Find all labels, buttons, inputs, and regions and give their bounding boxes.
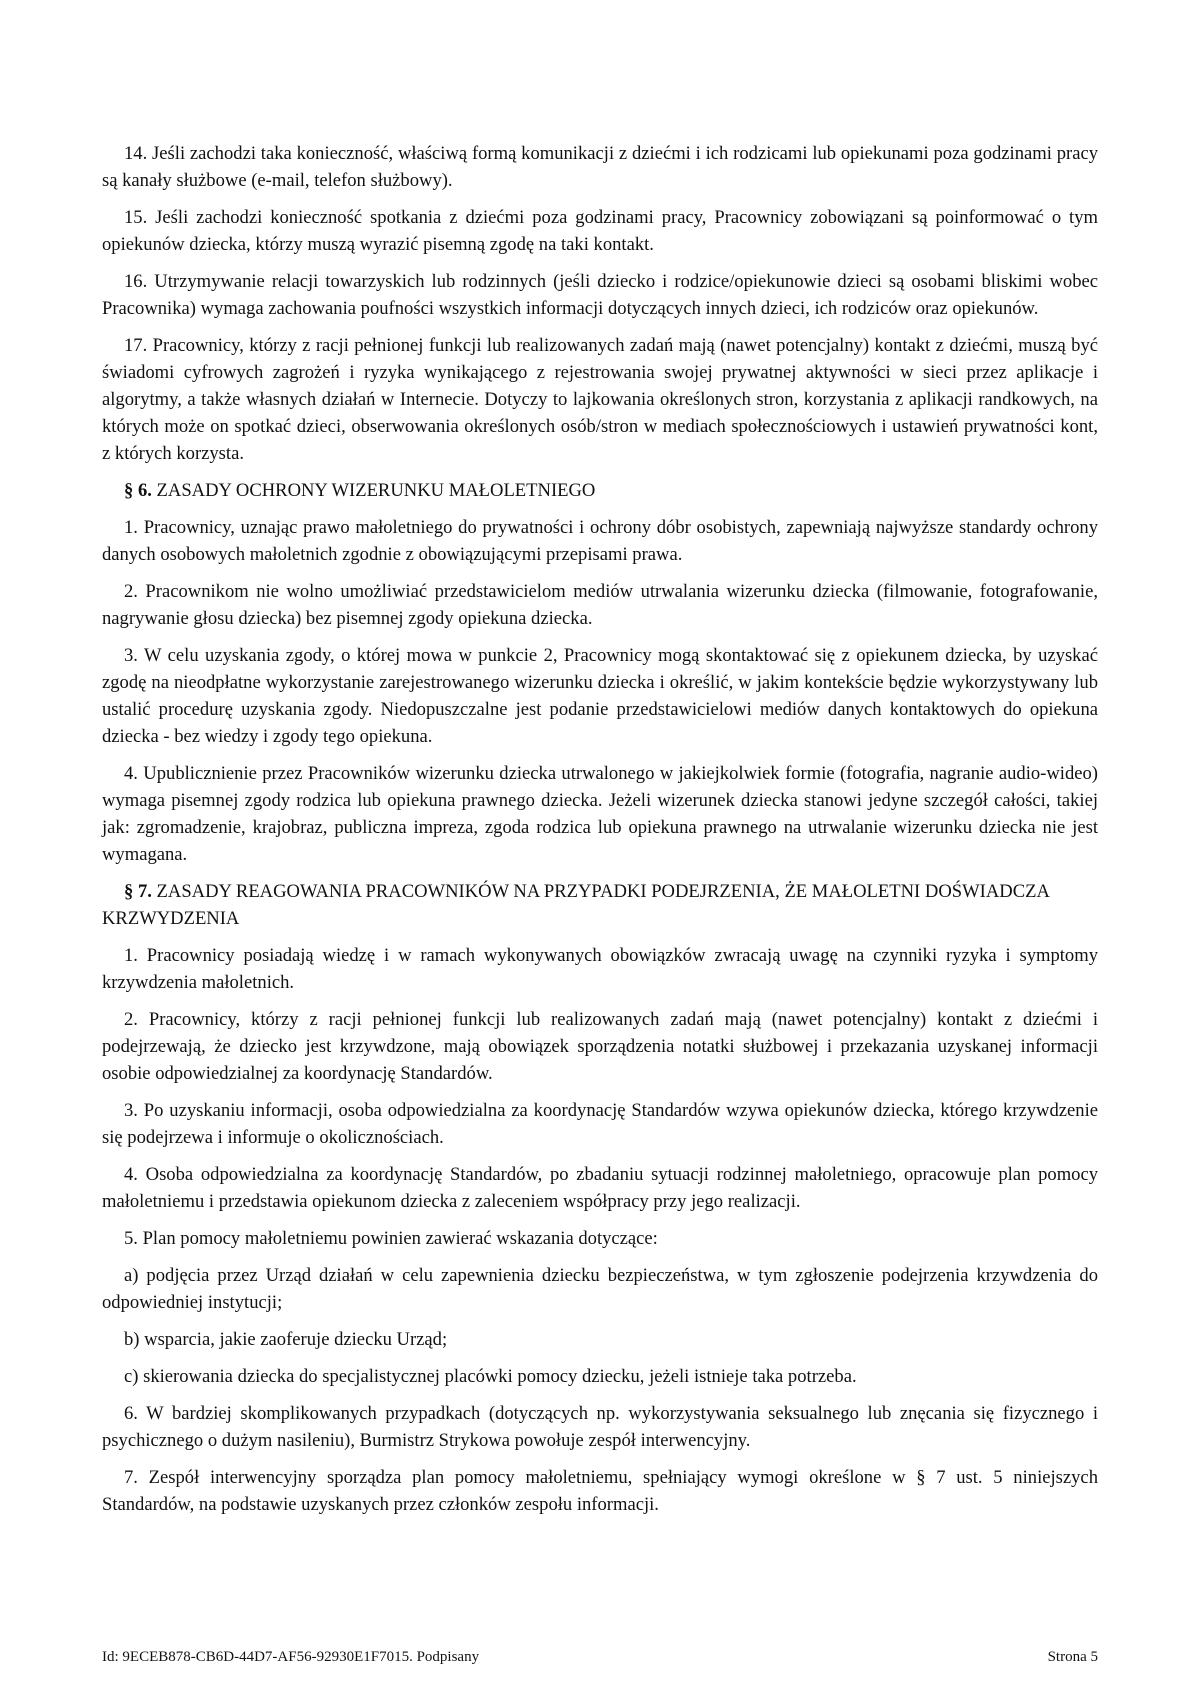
section-6-paragraph-1: 1. Pracownicy, uznając prawo małoletniego do prywatności i ochrony dóbr osobistych, zapewniają najwyższe standardy ochrony danych osobowych małoletnich zgodnie z obowiązującymi przepisami prawa.: [102, 517, 1098, 565]
page-number: Strona 5: [1047, 1649, 1098, 1665]
section-6-title: ZASADY OCHRONY WIZERUNKU MAŁOLETNIEGO: [156, 480, 596, 501]
section-7-item-c: c) skierowania dziecka do specjalistycznej placówki pomocy dziecku, jeżeli istnieje taka potrzeba.: [124, 1366, 857, 1387]
section-6-heading: [102, 477, 1098, 504]
section-7-title: ZASADY REAGOWANIA PRACOWNIKÓW NA PRZYPADKI PODEJRZENIA, ŻE MAŁOLETNI DOŚWIADCZA KRZWYDZENIA: [102, 881, 1049, 929]
section-7-paragraph-3: 3. Po uzyskaniu informacji, osoba odpowiedzialna za koordynację Standardów wzywa opiekunów dziecka, którego krzywdzenie się podejrzewa i informuje o okolicznościach.: [102, 1100, 1098, 1148]
page-footer: [102, 1648, 1098, 1666]
section-7-paragraph-5: 5. Plan pomocy małoletniemu powinien zawierać wskazania dotyczące:: [124, 1228, 658, 1249]
paragraph-17: 17. Pracownicy, którzy z racji pełnionej funkcji lub realizowanych zadań mają (nawet potencjalny) kontakt z dziećmi, muszą być świadomi cyfrowych zagrożeń i ryzyka wynikającego z rejestrowania swojej prywatnej aktywności w sieci przez aplikacje i algorytmy, a także własnych działań w Internecie. Dotyczy to lajkowania określonych stron, korzystania z aplikacji randkowych, na których może on spotkać dzieci, obserwowania określonych osób/stron w mediach społecznościowych i ustawień prywatności kont, z których korzysta.: [102, 335, 1098, 464]
paragraph-14: 14. Jeśli zachodzi taka konieczność, właściwą formą komunikacji z dziećmi i ich rodzicami lub opiekunami poza godzinami pracy są kanały służbowe (e-mail, telefon służbowy).: [102, 143, 1098, 191]
document-id: Id: 9ECEB878-CB6D-44D7-AF56-92930E1F7015. Podpisany: [102, 1649, 480, 1665]
section-7-paragraph-2: 2. Pracownicy, którzy z racji pełnionej funkcji lub realizowanych zadań mają (nawet potencjalny) kontakt z dziećmi i podejrzewają, że dziecko jest krzywdzone, mają obowiązek sporządzenia notatki służbowej i przekazania uzyskanej informacji osobie odpowiedzialnej za koordynację Standardów.: [102, 1009, 1098, 1084]
document-body: [102, 140, 1098, 1528]
section-7-number: § 7.: [124, 881, 152, 902]
section-7-paragraph-7: 7. Zespół interwencyjny sporządza plan pomocy małoletniemu, spełniający wymogi określone w § 7 ust. 5 niniejszych Standardów, na podstawie uzyskanych przez członków zespołu informacji.: [102, 1467, 1098, 1515]
section-6-paragraph-3: 3. W celu uzyskania zgody, o której mowa w punkcie 2, Pracownicy mogą skontaktować się z opiekunem dziecka, by uzyskać zgodę na nieodpłatne wykorzystanie zarejestrowanego wizerunku dziecka i określić, w jakim kontekście będzie wykorzystywany lub ustalić procedurę uzyskania zgody. Niedopuszczalne jest podanie przedstawicielowi mediów danych kontaktowych do opiekuna dziecka - bez wiedzy i zgody tego opiekuna.: [102, 645, 1098, 747]
paragraph-15: 15. Jeśli zachodzi konieczność spotkania z dziećmi poza godzinami pracy, Pracownicy zobowiązani są poinformować o tym opiekunów dziecka, którzy muszą wyrazić pisemną zgodę na taki kontakt.: [102, 207, 1098, 255]
section-7-paragraph-4: 4. Osoba odpowiedzialna za koordynację Standardów, po zbadaniu sytuacji rodzinnej małoletniego, opracowuje plan pomocy małoletniemu i przedstawia opiekunom dziecka z zaleceniem współpracy przy jego realizacji.: [102, 1164, 1098, 1212]
section-7-heading: [102, 878, 1098, 932]
section-7-item-b: b) wsparcia, jakie zaoferuje dziecku Urząd;: [124, 1329, 448, 1350]
paragraph-16: 16. Utrzymywanie relacji towarzyskich lub rodzinnych (jeśli dziecko i rodzice/opiekunowie dzieci są osobami bliskimi wobec Pracownika) wymaga zachowania poufności wszystkich informacji dotyczących innych dzieci, ich rodziców oraz opiekunów.: [102, 271, 1098, 319]
section-7-item-a: a) podjęcia przez Urząd działań w celu zapewnienia dziecku bezpieczeństwa, w tym zgłoszenie podejrzenia krzywdzenia do odpowiedniej instytucji;: [102, 1265, 1098, 1313]
section-6-number: § 6.: [124, 480, 152, 501]
section-7-paragraph-6: 6. W bardziej skomplikowanych przypadkach (dotyczących np. wykorzystywania seksualnego lub znęcania się fizycznego i psychicznego o dużym nasileniu), Burmistrz Strykowa powołuje zespół interwencyjny.: [102, 1403, 1098, 1451]
section-7-paragraph-1: 1. Pracownicy posiadają wiedzę i w ramach wykonywanych obowiązków zwracają uwagę na czynniki ryzyka i symptomy krzywdzenia małoletnich.: [102, 945, 1098, 993]
section-6-paragraph-2: 2. Pracownikom nie wolno umożliwiać przedstawicielom mediów utrwalania wizerunku dziecka (filmowanie, fotografowanie, nagrywanie głosu dziecka) bez pisemnej zgody opiekuna dziecka.: [102, 581, 1098, 629]
section-6-paragraph-4: 4. Upublicznienie przez Pracowników wizerunku dziecka utrwalonego w jakiejkolwiek formie (fotografia, nagranie audio-wideo) wymaga pisemnej zgody rodzica lub opiekuna prawnego dziecka. Jeżeli wizerunek dziecka stanowi jedyne szczegół całości, takiej jak: zgromadzenie, krajobraz, publiczna impreza, zgoda rodzica lub opiekuna prawnego na utrwalanie wizerunku dziecka nie jest wymagana.: [102, 763, 1098, 865]
